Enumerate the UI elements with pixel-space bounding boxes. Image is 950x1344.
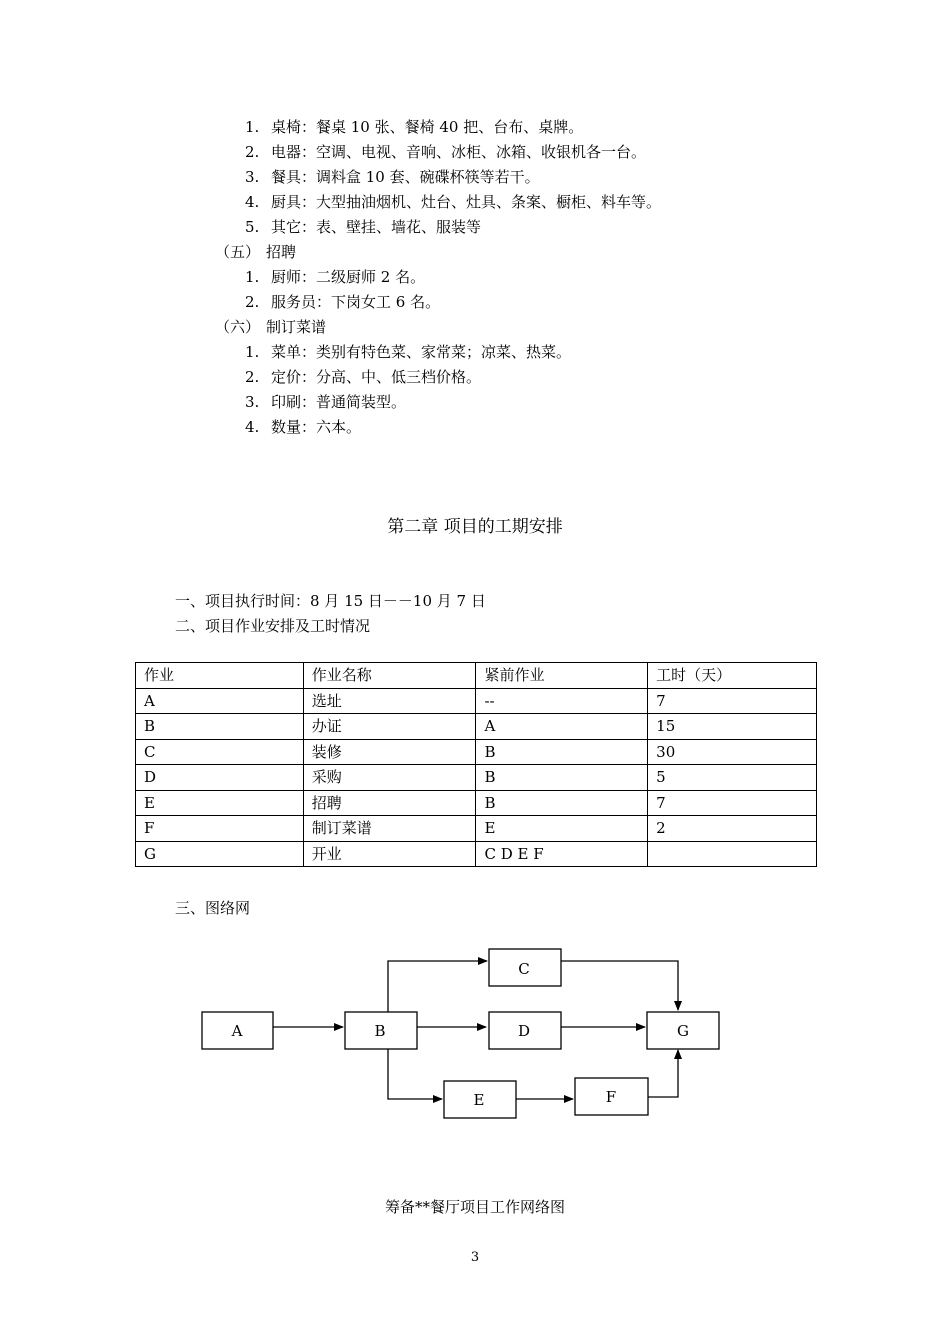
table-cell: E [136, 790, 304, 816]
table-header-cell: 工时（天） [648, 663, 817, 689]
table-cell: 15 [648, 714, 817, 740]
table-cell: 7 [648, 688, 817, 714]
list-item: 3. 餐具：调料盒 10 套、碗碟杯筷等若干。 [245, 168, 540, 186]
section-heading-recruit: （五） 招聘 [215, 243, 297, 261]
table-cell: 2 [648, 816, 817, 842]
chapter-title: 第二章 项目的工期安排 [387, 517, 563, 537]
table-header-cell: 紧前作业 [476, 663, 648, 689]
list-item: 2. 电器：空调、电视、音响、冰柜、冰箱、收银机各一台。 [245, 143, 647, 161]
list-item: 2. 定价：分高、中、低三档价格。 [245, 368, 482, 386]
table-cell: F [136, 816, 304, 842]
table-cell: D [136, 765, 304, 791]
table-cell: 招聘 [303, 790, 476, 816]
table-cell: 30 [648, 739, 817, 765]
svg-text:A: A [231, 1022, 243, 1040]
node-b [345, 1012, 417, 1049]
table-cell: G [136, 841, 304, 867]
section-heading-menu: （六） 制订菜谱 [215, 318, 327, 336]
list-item: 3. 印刷：普通简装型。 [245, 393, 407, 411]
list-item: 5. 其它：表、壁挂、墙花、服装等 [245, 218, 482, 236]
table-cell: E [476, 816, 648, 842]
table-cell: 办证 [303, 714, 476, 740]
table-cell: 选址 [303, 688, 476, 714]
diagram-caption: 筹备**餐厅项目工作网络图 [384, 1198, 565, 1216]
table-header-cell: 作业 [136, 663, 304, 689]
table-cell: 5 [648, 765, 817, 791]
table-cell: -- [476, 688, 648, 714]
svg-text:C: C [518, 960, 530, 978]
table-cell: A [476, 714, 648, 740]
list-item: 1. 桌椅：餐桌 10 张、餐椅 40 把、台布、桌牌。 [245, 118, 584, 136]
schedule-heading: 二、项目作业安排及工时情况 [175, 617, 371, 635]
table-header-cell: 作业名称 [303, 663, 476, 689]
list-item: 1. 菜单：类别有特色菜、家常菜；凉菜、热菜。 [245, 343, 572, 361]
edge-f-g [648, 1050, 678, 1097]
list-item: 2. 服务员：下岗女工 6 名。 [245, 293, 441, 311]
edge-b-e [388, 1049, 442, 1099]
table-cell: 装修 [303, 739, 476, 765]
table-cell: B [476, 739, 648, 765]
table-cell: 采购 [303, 765, 476, 791]
table-cell: A [136, 688, 304, 714]
table-cell: C [136, 739, 304, 765]
node-c [489, 949, 561, 986]
svg-text:D: D [517, 1022, 531, 1040]
node-d [489, 1012, 561, 1049]
network-heading: 三、图络网 [175, 899, 251, 917]
table-cell: 开业 [303, 841, 476, 867]
node-e [444, 1081, 516, 1118]
page-number: 3 [470, 1250, 480, 1265]
svg-text:G: G [677, 1022, 689, 1040]
table-cell: B [136, 714, 304, 740]
list-item: 4. 厨具：大型抽油烟机、灶台、灶具、条案、橱柜、料车等。 [245, 193, 662, 211]
table-cell: B [476, 790, 648, 816]
edge-c-g [561, 961, 678, 1010]
svg-text:E: E [473, 1091, 485, 1109]
node-g [647, 1012, 719, 1049]
edge-b-c [388, 961, 487, 1012]
execution-time: 一、项目执行时间：8 月 15 日－－10 月 7 日 [175, 592, 486, 610]
table-cell: C D E F [476, 841, 648, 867]
list-item: 4. 数量：六本。 [245, 418, 362, 436]
svg-text:B: B [374, 1022, 386, 1040]
list-item: 1. 厨师：二级厨师 2 名。 [245, 268, 426, 286]
node-f [575, 1078, 648, 1115]
svg-text:F: F [605, 1088, 617, 1106]
table-cell: 7 [648, 790, 817, 816]
table-cell: B [476, 765, 648, 791]
table-cell: 制订菜谱 [303, 816, 476, 842]
node-a [202, 1012, 273, 1049]
